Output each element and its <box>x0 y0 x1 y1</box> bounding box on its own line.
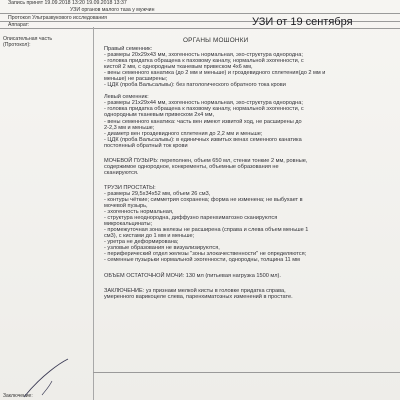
report-line: - головка придатка обращена к паховому каналу, нормальной эхогенности, с <box>104 106 304 113</box>
report-line: - вены семенного канатика: часть вен имеют извитой ход, не расширены до <box>104 118 302 125</box>
report-line: - промежуточная зона железы не расширена (справа и слева объем меньше 1 <box>104 227 309 234</box>
signature-mark <box>22 357 82 400</box>
record-timestamp: Запись принят 19.09.2018 13:20 19.09.2018 13:37 <box>8 0 127 6</box>
report-line: содержимое однородное, конкременты, объемные образования не <box>104 163 279 170</box>
report-line: - вены семенного канатика (до 2 мм и меньше) и гроздевидного сплетения(до 2 мм и <box>104 70 326 77</box>
exam-type: УЗИ органов малого таза у мужчин <box>70 7 155 13</box>
report-line: однородным тканевым привеском 2x4 мм, <box>104 112 215 119</box>
header-divider <box>0 13 400 14</box>
description-label: Описательная часть <box>3 36 53 42</box>
conclusion-divider <box>93 372 400 373</box>
report-line: - размеры 20x29x43 мм, эхогенность нормальная, эхо-структура однородна; <box>104 52 303 59</box>
report-line: Правый семенник: <box>104 46 153 52</box>
report-line: - контуры чёткие; симметрия сохранена; форма не изменена; не выбухает в <box>104 196 303 203</box>
report-line: микрокальцинаты; <box>104 221 153 228</box>
report-line: - диаметр вен гроздевидного сплетения до 2,2 мм и меньше; <box>104 130 263 137</box>
report-line: - структура неоднородна, диффузно паренхиматозно сканируются <box>104 215 278 222</box>
report-line: сканируются. <box>104 169 139 176</box>
protocol-heading: Протокол Ультразвукового исследования <box>8 15 107 21</box>
report-line: меньше) не расширены; <box>104 76 168 83</box>
report-line: см3), с кистами до 1 мм и меньше; <box>104 233 195 240</box>
report-line: - семенные пузырьки нормальной эхогенности, однородны, толщина 11 мм <box>104 257 300 264</box>
report-line: - узловые образования не визуализируются, <box>104 245 220 252</box>
column-divider <box>93 27 94 400</box>
report-line: ОБЪЕМ ОСТАТОЧНОЙ МОЧИ: 130 мл (питьевая нагрузка 1500 мл). <box>104 272 281 279</box>
report-line: - эхогенность нормальная, <box>104 209 174 216</box>
report-line: МОЧЕВОЙ ПУЗЫРЬ: переполнен, объем 650 мл, стенки тонкие 2 мм, ровные, <box>104 157 308 164</box>
report-line: кистой 2 мм, с однородным тканевым привеском 4x6 мм, <box>104 64 253 71</box>
protocol-label: (Протокол): <box>3 42 31 48</box>
report-line: - размеры 21x29x44 мм, эхогенность нормальная, эхо-структура однородна; <box>104 100 303 107</box>
report-line: - ЦДК (проба Вальсальвы): без патологического обратного тока крови <box>104 82 286 89</box>
section-title: ОРГАНЫ МОШОНКИ <box>183 37 249 44</box>
report-line: умеренного варикоцеле слева, паренхиматозных изменений в простате. <box>104 293 293 300</box>
conclusion-label: Заключение: <box>3 393 33 399</box>
report-body <box>104 46 396 300</box>
report-line: - периферический отдел железы "зоны злокачественности" не определяются; <box>104 251 307 258</box>
report-line: - головка придатка обращена к паховому каналу, нормальной эхогенности, с <box>104 58 304 65</box>
report-line: - размеры 29,5x34x52 мм, объем 26 см3, <box>104 190 211 197</box>
report-line: постоянный обратный ток крови <box>104 142 188 149</box>
report-line: - ЦДК (проба Вальсальвы): в единичных извитых венах семенного канатика <box>104 136 302 143</box>
report-line: Левый семенник: <box>104 94 149 101</box>
handwritten-date-note: УЗИ от 19 сентября <box>252 16 353 28</box>
report-line: 2-2,3 мм и меньше; <box>104 124 155 131</box>
report-line: мочевой пузырь, <box>104 203 148 210</box>
report-line: ЗАКЛЮЧЕНИЕ: уз признаки мелкой кисты в головке придатка справа, <box>104 287 286 294</box>
report-line: - уретра не деформирована; <box>104 239 179 246</box>
report-line: ТРУЗИ ПРОСТАТЫ: <box>104 184 156 191</box>
device-label: Аппарат: <box>8 22 30 28</box>
